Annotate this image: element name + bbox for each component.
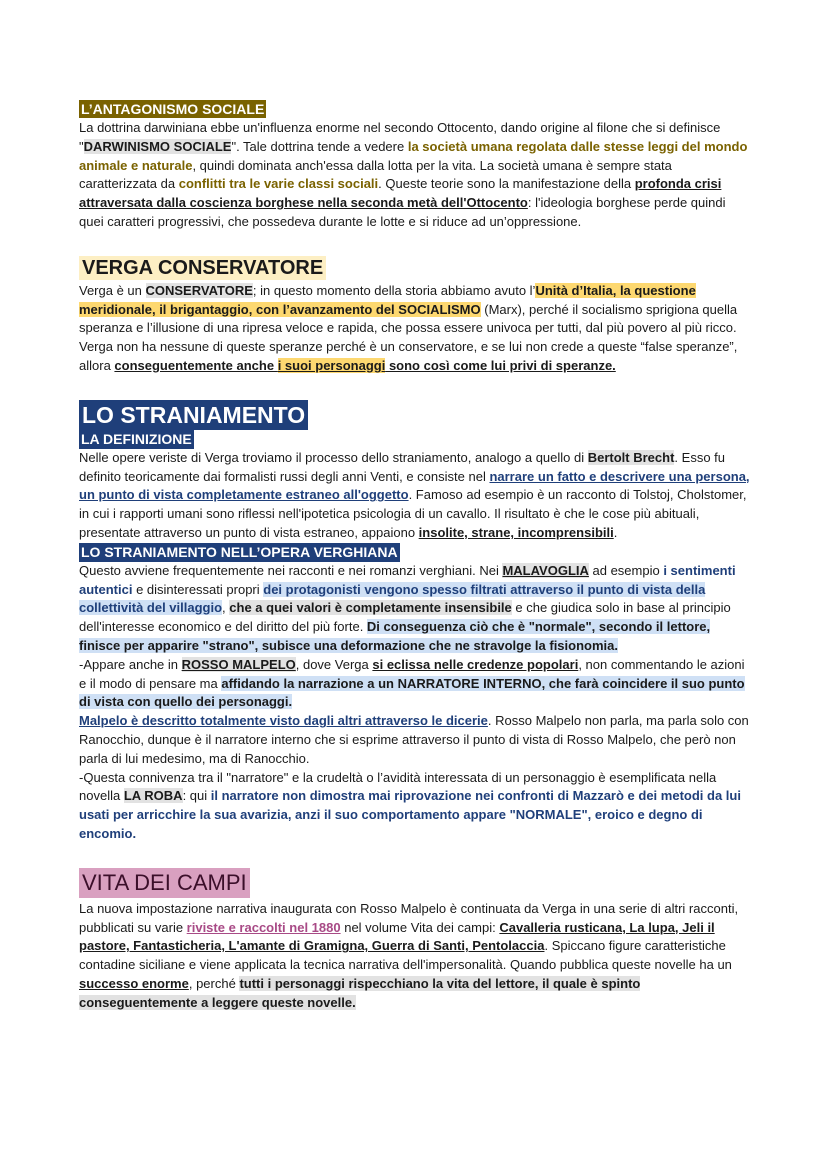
paragraph-malavoglia [79,562,751,656]
text: (Marx), perché il socialismo sprigiona quella speranza e l’illusione di una ripresa veloce e rapida, che possa essere univoca per tutti, dal più povero al più ricco. Verga non ha nessune di queste speranze perché è un conservatore, e se lui non crede a queste “false speranze”, allora [79,301,738,373]
subheading-la-definizione: LA DEFINIZIONE [81,430,192,447]
text: e che giudica solo in base al principio dell'interesse economico e del diritto del più forte. [79,600,731,635]
term-rosso-malpelo: ROSSO MALPELO [181,656,296,672]
text: . Esso fu definito teoricamente dai formalisti russi degli anni Venti, e consiste nel [79,449,725,484]
text: , non commentando le azioni e il modo di pensare ma [79,656,745,691]
text: La nuova impostazione narrativa inaugurata con Rosso Malpelo è continuata da Verga in una serie di altri racconti, pubblicati su varie [79,900,739,935]
term-conservatore: CONSERVATORE [145,282,253,298]
highlight-text: la società umana regolata dalle stesse leggi del mondo animale e naturale [79,138,748,173]
highlight-text: riviste e raccolti nel 1880 [186,919,341,935]
text: La dottrina darwiniana ebbe un'influenza enorme nel secondo Ottocento, dando origine al filone che si definisce " [79,120,721,154]
highlight-text: tutti i personaggi rispecchiano la vita del lettore, il quale è spinto conseguentemente a leggere queste novelle. [79,975,641,1010]
underlined-text: sono così come lui privi di speranze. [385,357,616,373]
paragraph-verga-conservatore [79,282,751,376]
text: ad esempio [588,562,664,578]
text: . Spiccano figure caratteristiche contadine siciliane e viene applicata la tecnica narrativa dell'impersonalità. Quando pubblica queste novelle ha un [79,938,732,973]
text: . Famoso ad esempio è un racconto di Tolstoj, Cholstomer, in cui i rapporti umani sono riflessi nell'ipotetica psicologia di un cavallo. Il risultato è che le cose più abituali, presentate attraverso un punto di vista estraneo, appaiono [79,487,747,540]
term-bertolt-brecht: Bertolt Brecht [587,449,675,465]
text: -Appare anche in [79,656,182,672]
text: , perché [188,975,240,991]
highlight-text: che a quei valori è completamente insensibile [229,600,512,616]
text: : l'ideologia borghese perde quindi quei caratteri progressivi, che possedeva durante le lotte e si riduce ad un’oppressione. [79,195,726,229]
paragraph-la-roba [79,769,751,844]
document-body [79,98,751,1012]
heading-lo-straniamento: LO STRANIAMENTO [79,400,308,430]
paragraph-definizione [79,449,751,543]
subheading-straniamento-opera-verghiana: LO STRANIAMENTO NELL’OPERA VERGHIANA [81,543,398,560]
heading-antagonismo-sociale: L’ANTAGONISMO SOCIALE [81,101,265,117]
underlined-text: profonda crisi attraversata dalla coscienza borghese nella seconda metà dell'Ottocento [79,176,722,211]
highlight-text: Unità d’Italia, la questione meridionale, il brigantaggio, con l’avanzamento del SOCIALISMO [79,282,696,317]
underlined-text: insolite, strane, incomprensibili [418,524,614,540]
paragraph-vita-dei-campi [79,900,751,1013]
text: , quindi dominata anch'essa dalla lotta per la vita. La società umana è sempre stata caratterizzata da [79,157,672,192]
text: Verga è un [79,282,146,298]
term-malavoglia: MALAVOGLIA [502,562,589,578]
text: ; in questo momento della storia abbiamo avuto l’ [252,282,536,298]
text: nel volume Vita dei campi: [340,919,500,935]
text: , dove Verga [295,656,373,672]
text: . [613,524,618,540]
text: ". Tale dottrina tende a vedere [231,138,408,154]
term-darwinismo-sociale: DARWINISMO SOCIALE [83,138,232,154]
highlight-text: dei protagonisti vengono spesso filtrati attraverso il punto di vista della collettività del villaggio [79,581,706,616]
text: Nelle opere veriste di Verga troviamo il processo dello straniamento, analogo a quello di [79,449,588,465]
text: . Queste teorie sono la manifestazione della [378,176,635,192]
heading-verga-conservatore: VERGA CONSERVATORE [79,256,326,280]
heading-vita-dei-campi: VITA DEI CAMPI [79,868,250,898]
text: -Questa connivenza tra il "narratore" e la crudeltà o l’avidità interessata di un personaggio è esemplificata nella novella [79,769,717,804]
highlight-text: i suoi personaggi [277,357,386,373]
highlight-text: il narratore non dimostra mai riprovazione nei confronti di Mazzarò e dei metodi da lui usati per arricchire la sua avarizia, anzi il suo comportamento appare "NORMALE", eroico e degno di encomio. [79,788,741,841]
highlight-text: Di conseguenza ciò che è "normale", secondo il lettore, finisce per apparire "strano", subisce una deformazione che ne stravolge la fisionomia. [79,619,711,653]
underlined-text: Cavalleria rusticana, La lupa, Jeli il pastore, Fantasticheria, L'amante di Gramigna, Guerra di Santi, Pentolaccia [79,919,715,954]
highlight-text: conflitti tra le varie classi sociali [178,176,379,192]
underlined-text: si eclissa nelle credenze popolari [372,656,579,672]
text: . Rosso Malpelo non parla, ma parla solo con Ranocchio, dunque è il narratore interno che si esprime attraverso il punto di vista di Rosso Malpelo, che però non parla di lui medesimo, ma di Ranocchio. [79,713,749,766]
paragraph-malpelo-dicerie [79,712,751,768]
paragraph-rosso-malpelo [79,656,751,712]
highlight-text: narrare un fatto e descrivere una persona, un punto di vista completamente estraneo all'oggetto [79,468,750,503]
highlight-text: affidando la narrazione a un NARRATORE INTERNO, che farà coincidere il suo punto di vista con quello dei personaggi. [79,675,745,710]
paragraph-antagonismo [79,119,751,232]
highlight-text: i sentimenti autentici [79,562,736,597]
term-la-roba: LA ROBA [123,788,183,804]
underlined-text: conseguentemente anche [114,357,278,373]
text: Questo avviene frequentemente nei racconti e nei romanzi verghiani. Nei [79,562,503,578]
text: e disinteressati propri [132,581,264,597]
text: : qui [182,788,211,804]
underlined-text: successo enorme [79,975,189,991]
highlight-text: Malpelo è descritto totalmente visto dagli altri attraverso le dicerie [79,713,488,729]
text: , [222,600,230,616]
